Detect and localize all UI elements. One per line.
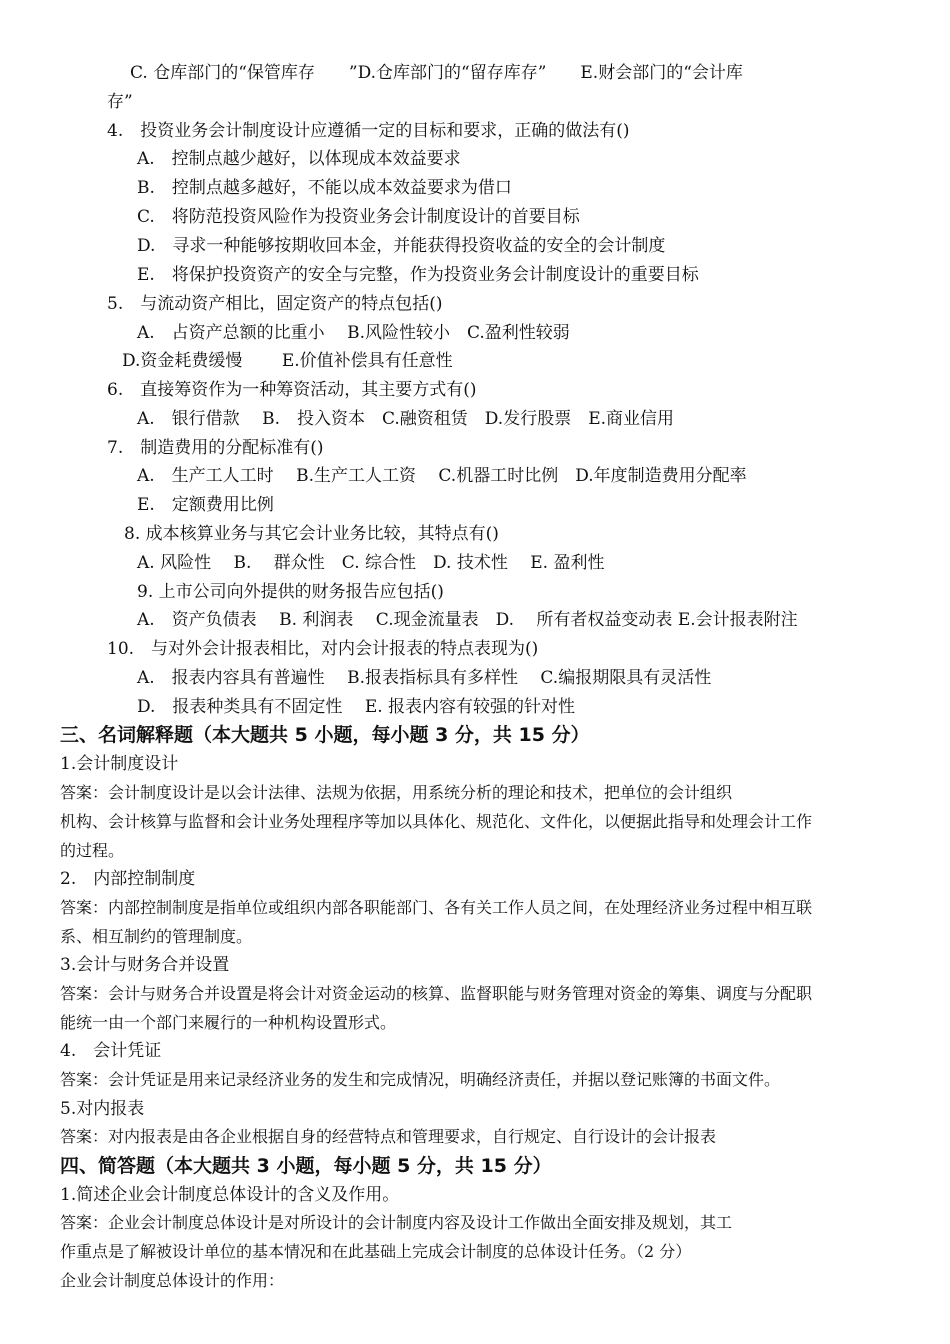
term-4-title: 4. 会计凭证 xyxy=(60,1041,162,1061)
term-1-answer-line-2: 机构、会计核算与监督和会计业务处理程序等加以具体化、规范化、文件化，以便据此指导和处理会计工作 xyxy=(60,812,813,831)
question-10: 10. 与对外会计报表相比，对内会计报表的特点表现为() xyxy=(107,639,539,659)
question-7: 7. 制造费用的分配标准有() xyxy=(107,438,324,458)
q8-options: A. 风险性 B. 群众性 C. 综合性 D. 技术性 E. 盈利性 xyxy=(137,553,605,573)
q4-option-c: C. 将防范投资风险作为投资业务会计制度设计的首要目标 xyxy=(137,207,580,227)
short-answer-1-answer-line-1: 答案：企业会计制度总体设计是对所设计的会计制度内容及设计工作做出全面安排及规划，其工 xyxy=(60,1213,733,1232)
q5-options-de: D.资金耗费缓慢 E.价值补偿具有任意性 xyxy=(122,351,453,371)
question-8: 8. 成本核算业务与其它会计业务比较，其特点有() xyxy=(124,524,499,544)
section-heading-terms: 三、名词解释题（本大题共 5 小题，每小题 3 分，共 15 分） xyxy=(60,724,590,746)
short-answer-1-answer-line-3: 企业会计制度总体设计的作用： xyxy=(60,1271,285,1290)
q6-options: A. 银行借款 B. 投入资本 C.融资租赁 D.发行股票 E.商业信用 xyxy=(137,409,675,429)
term-1-answer-line-3: 的过程。 xyxy=(60,841,125,860)
option-continuation: 存” xyxy=(107,92,133,112)
term-3-answer-line-1: 答案：会计与财务合并设置是将会计对资金运动的核算、监督职能与财务管理对资金的筹集、调度与分配职 xyxy=(60,984,813,1003)
question-4: 4. 投资业务会计制度设计应遵循一定的目标和要求，正确的做法有() xyxy=(107,121,630,141)
q4-option-e: E. 将保护投资资产的安全与完整，作为投资业务会计制度设计的重要目标 xyxy=(137,265,699,285)
term-2-answer-line-2: 系、相互制约的管理制度。 xyxy=(60,927,253,946)
term-5-title: 5.对内报表 xyxy=(60,1099,145,1119)
option-c-e-line: C. 仓库部门的“保管库存 ”D.仓库部门的“留存库存” E.财会部门的“会计库 xyxy=(130,63,743,83)
q4-option-b: B. 控制点越多越好，不能以成本效益要求为借口 xyxy=(137,178,512,198)
q7-option-e: E. 定额费用比例 xyxy=(137,495,274,515)
term-3-answer-line-2: 能统一由一个部门来履行的一种机构设置形式。 xyxy=(60,1013,397,1032)
q4-option-a: A. 控制点越少越好，以体现成本效益要求 xyxy=(137,149,461,169)
q5-options-abc: A. 占资产总额的比重小 B.风险性较小 C.盈利性较弱 xyxy=(137,323,570,343)
term-3-title: 3.会计与财务合并设置 xyxy=(60,955,230,975)
term-1-title: 1.会计制度设计 xyxy=(60,754,179,774)
q7-options-abcd: A. 生产工人工时 B.生产工人工资 C.机器工时比例 D.年度制造费用分配率 xyxy=(137,466,747,486)
question-6: 6. 直接筹资作为一种筹资活动，其主要方式有() xyxy=(107,380,477,400)
term-2-answer-line-1: 答案：内部控制制度是指单位或组织内部各职能部门、各有关工作人员之间，在处理经济业务过程中相互联 xyxy=(60,898,813,917)
q10-options-abc: A. 报表内容具有普遍性 B.报表指标具有多样性 C.编报期限具有灵活性 xyxy=(137,668,712,688)
q4-option-d: D. 寻求一种能够按期收回本金，并能获得投资收益的安全的会计制度 xyxy=(137,236,666,256)
short-answer-1-question: 1.简述企业会计制度总体设计的含义及作用。 xyxy=(60,1185,400,1205)
section-heading-short-answer: 四、简答题（本大题共 3 小题，每小题 5 分，共 15 分） xyxy=(60,1155,552,1177)
q10-options-de: D. 报表种类具有不固定性 E. 报表内容有较强的针对性 xyxy=(137,697,576,717)
term-2-title: 2. 内部控制制度 xyxy=(60,869,196,889)
question-5: 5. 与流动资产相比，固定资产的特点包括() xyxy=(107,294,443,314)
short-answer-1-answer-line-2: 作重点是了解被设计单位的基本情况和在此基础上完成会计制度的总体设计任务。（2 分） xyxy=(60,1242,692,1261)
q9-options: A. 资产负债表 B. 利润表 C.现金流量表 D. 所有者权益变动表 E.会计报表附注 xyxy=(137,610,798,630)
question-9: 9. 上市公司向外提供的财务报告应包括() xyxy=(137,582,444,602)
term-4-answer: 答案：会计凭证是用来记录经济业务的发生和完成情况，明确经济责任，并据以登记账簿的书面文件。 xyxy=(60,1070,781,1089)
term-1-answer-line-1: 答案：会计制度设计是以会计法律、法规为依据，用系统分析的理论和技术，把单位的会计组织 xyxy=(60,783,733,802)
term-5-answer: 答案：对内报表是由各企业根据自身的经营特点和管理要求，自行规定、自行设计的会计报表 xyxy=(60,1127,717,1146)
